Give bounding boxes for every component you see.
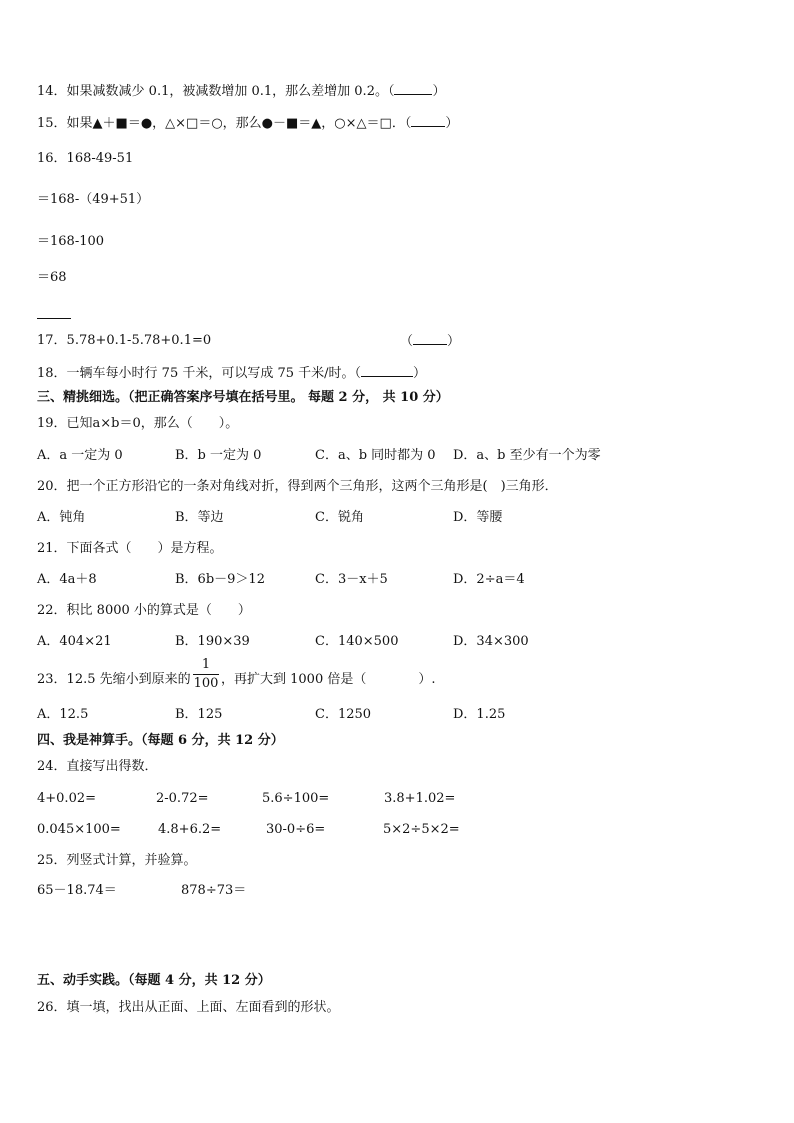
option-d[interactable]: D．2÷a＝4 bbox=[453, 572, 525, 587]
option-c[interactable]: C．3－x＋5 bbox=[315, 572, 388, 587]
answer-blank[interactable] bbox=[361, 365, 413, 377]
answer-blank[interactable] bbox=[37, 318, 71, 319]
option-c[interactable]: C．1250 bbox=[315, 707, 372, 722]
section-4-heading: 四、我是神算手。（每题 6 分，共 12 分） bbox=[37, 733, 284, 748]
option-b[interactable]: B．190×39 bbox=[175, 634, 250, 649]
option-d[interactable]: D．34×300 bbox=[453, 634, 529, 649]
option-d[interactable]: D．a、b 至少有一个为零 bbox=[453, 448, 601, 463]
answer-blank[interactable] bbox=[394, 83, 432, 95]
option-a[interactable]: A．钝角 bbox=[37, 510, 86, 525]
option-b[interactable]: B．等边 bbox=[175, 510, 224, 525]
question-15: 15．如果▲＋■＝●，△×□＝○，那么●－■＝▲，○×△＝□．（ ） bbox=[37, 116, 459, 131]
question-18-text: 18．一辆车每小时行 75 千米，可以写成 75 千米/时。（ bbox=[37, 366, 362, 381]
option-c[interactable]: C．140×500 bbox=[315, 634, 399, 649]
question-21-stem: 21．下面各式（ ）是方程。 bbox=[37, 541, 223, 556]
question-17 bbox=[37, 333, 211, 349]
question-15-text: 15．如果▲＋■＝●，△×□＝○，那么●－■＝▲，○×△＝□．（ bbox=[37, 116, 412, 131]
answer-blank[interactable] bbox=[411, 115, 445, 127]
question-17-answer: （ ） bbox=[400, 334, 461, 349]
calc-item: 0.045×100= bbox=[37, 822, 121, 837]
calc-item: 878÷73＝ bbox=[181, 883, 247, 898]
question-26-stem: 26．填一填，找出从正面、上面、左面看到的形状。 bbox=[37, 1000, 340, 1015]
question-24-stem: 24．直接写出得数． bbox=[37, 759, 158, 774]
option-d[interactable]: D．1.25 bbox=[453, 707, 506, 722]
option-c[interactable]: C．锐角 bbox=[315, 510, 364, 525]
section-5-heading: 五、动手实践。（每题 4 分，共 12 分） bbox=[37, 973, 271, 988]
question-14: 14．如果减数减少 0.1，被减数增加 0.1，那么差增加 0.2。（ ） bbox=[37, 84, 446, 99]
question-17-text: 17．5.78+0.1-5.78+0.1=0 bbox=[37, 333, 212, 348]
question-16-line-1: 16．168-49-51 bbox=[37, 151, 134, 166]
option-b[interactable]: B．b 一定为 0 bbox=[175, 448, 262, 463]
option-b[interactable]: B．125 bbox=[175, 707, 223, 722]
calc-item: 5×2÷5×2= bbox=[383, 822, 460, 837]
calc-item: 4+0.02= bbox=[37, 791, 97, 806]
option-a[interactable]: A．4a＋8 bbox=[37, 572, 97, 587]
fraction-denominator: 100 bbox=[193, 676, 219, 691]
calc-item: 3.8+1.02= bbox=[384, 791, 456, 806]
fraction bbox=[193, 658, 219, 691]
option-a[interactable]: A．404×21 bbox=[37, 634, 112, 649]
question-16-line-2: ＝168-（49+51） bbox=[37, 192, 150, 207]
option-a[interactable]: A．12.5 bbox=[37, 707, 89, 722]
question-20-stem: 20．把一个正方形沿它的一条对角线对折，得到两个三角形，这两个三角形是( )三角形． bbox=[37, 479, 558, 494]
option-d[interactable]: D．等腰 bbox=[453, 510, 503, 525]
question-23-stem-before: 23．12.5 先缩小到原来的 bbox=[37, 672, 191, 687]
option-b[interactable]: B．6b－9＞12 bbox=[175, 572, 265, 587]
calc-item: 30-0÷6= bbox=[266, 822, 326, 837]
calc-item: 5.6÷100= bbox=[262, 791, 330, 806]
calc-item: 65－18.74＝ bbox=[37, 883, 117, 898]
question-18: 18．一辆车每小时行 75 千米，可以写成 75 千米/时。（ ） bbox=[37, 366, 427, 381]
question-25-stem: 25．列竖式计算，并验算。 bbox=[37, 853, 197, 868]
option-a[interactable]: A．a 一定为 0 bbox=[37, 448, 123, 463]
question-14-text: 14．如果减数减少 0.1，被减数增加 0.1，那么差增加 0.2。（ bbox=[37, 84, 395, 99]
question-16-line-3: ＝168-100 bbox=[37, 234, 105, 249]
option-c[interactable]: C．a、b 同时都为 0 bbox=[315, 448, 436, 463]
fraction-bar bbox=[193, 674, 219, 675]
section-3-heading: 三、精挑细选。（把正确答案序号填在括号里。 每题 2 分， 共 10 分） bbox=[37, 390, 449, 405]
question-23-stem-after: ，再扩大到 1000 倍是（ ）. bbox=[221, 672, 436, 687]
calc-item: 2-0.72= bbox=[156, 791, 209, 806]
calc-item: 4.8+6.2= bbox=[158, 822, 222, 837]
answer-blank[interactable] bbox=[413, 333, 447, 345]
question-22-stem: 22．积比 8000 小的算式是（ ） bbox=[37, 603, 251, 618]
question-19-stem: 19．已知a×b＝0，那么（ ）。 bbox=[37, 416, 239, 431]
question-16-line-4: ＝68 bbox=[37, 270, 67, 285]
fraction-numerator: 1 bbox=[201, 657, 211, 672]
